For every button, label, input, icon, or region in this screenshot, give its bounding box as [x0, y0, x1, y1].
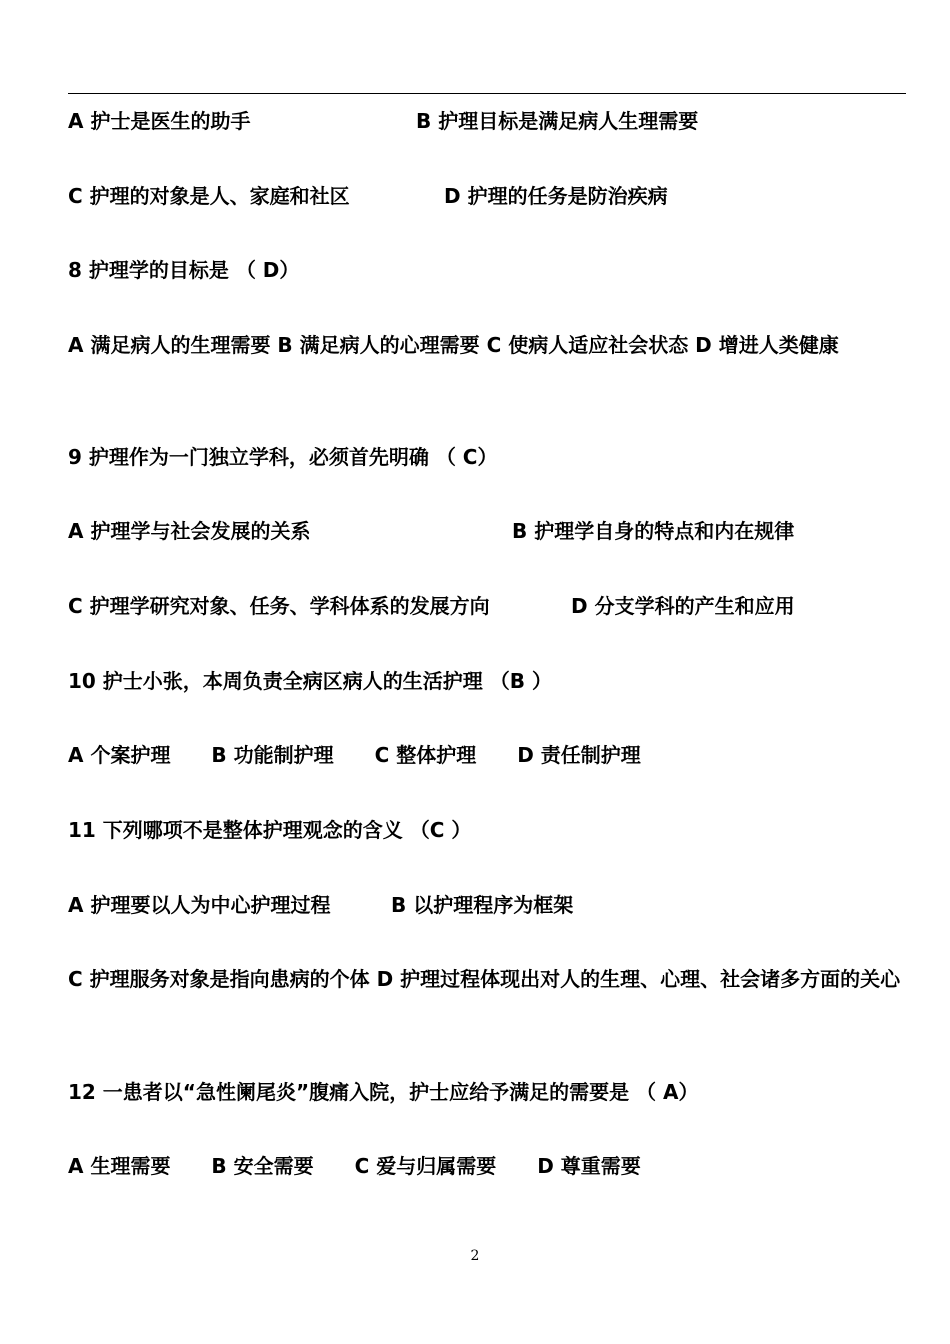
option-line [512, 518, 794, 544]
option-a: A 护理学与社会发展的关系 [68, 519, 311, 543]
option-a: A 护理要以人为中心护理过程 [68, 893, 331, 917]
question-10-options [68, 742, 675, 768]
question-11: 11 下列哪项不是整体护理观念的含义 （C ） [68, 818, 472, 842]
option-b: B 功能制护理 [211, 743, 334, 767]
question-11-options: C 护理服务对象是指向患病的个体 D 护理过程体现出对人的生理、心理、社会诸多方面的关心 [68, 967, 901, 991]
question-8: 8 护理学的目标是 （ D） [68, 258, 300, 282]
question-10: 10 护士小张，本周负责全病区病人的生活护理 （B ） [68, 669, 552, 693]
option-b: B 护理目标是满足病人生理需要 [416, 109, 699, 133]
option-line [68, 108, 250, 134]
header-rule [68, 93, 906, 94]
option-line [416, 108, 698, 134]
option-line [68, 892, 330, 918]
option-a: A 生理需要 [68, 1154, 171, 1178]
option-c: C 护理的对象是人、家庭和社区 [68, 184, 350, 208]
question-12: 12 一患者以“急性阑尾炎”腹痛入院，护士应给予满足的需要是 （ A） [68, 1080, 699, 1104]
page-number: 2 [470, 1248, 480, 1264]
option-b: B 护理学自身的特点和内在规律 [512, 519, 795, 543]
option-line [68, 518, 310, 544]
option-c: C 护理学研究对象、任务、学科体系的发展方向 [68, 594, 490, 618]
option-d: D 尊重需要 [537, 1154, 641, 1178]
option-line [571, 593, 795, 619]
option-a: A 护士是医生的助手 [68, 109, 251, 133]
option-b: B 以护理程序为框架 [391, 893, 574, 917]
question-12-options [68, 1153, 675, 1179]
option-d: D 分支学科的产生和应用 [571, 594, 795, 618]
option-a: A 个案护理 [68, 743, 171, 767]
option-d: D 护理的任务是防治疾病 [444, 184, 668, 208]
option-line [444, 183, 668, 209]
option-c: C 爱与归属需要 [354, 1154, 497, 1178]
question-9: 9 护理作为一门独立学科，必须首先明确 （ C） [68, 445, 498, 469]
option-c: C 整体护理 [374, 743, 477, 767]
question-8-options: A 满足病人的生理需要 B 满足病人的心理需要 C 使病人适应社会状态 D 增进人类健康 [68, 333, 839, 357]
option-line [391, 892, 573, 918]
option-d: D 责任制护理 [517, 743, 641, 767]
option-line [68, 183, 350, 209]
option-b: B 安全需要 [211, 1154, 314, 1178]
option-line [68, 593, 490, 619]
